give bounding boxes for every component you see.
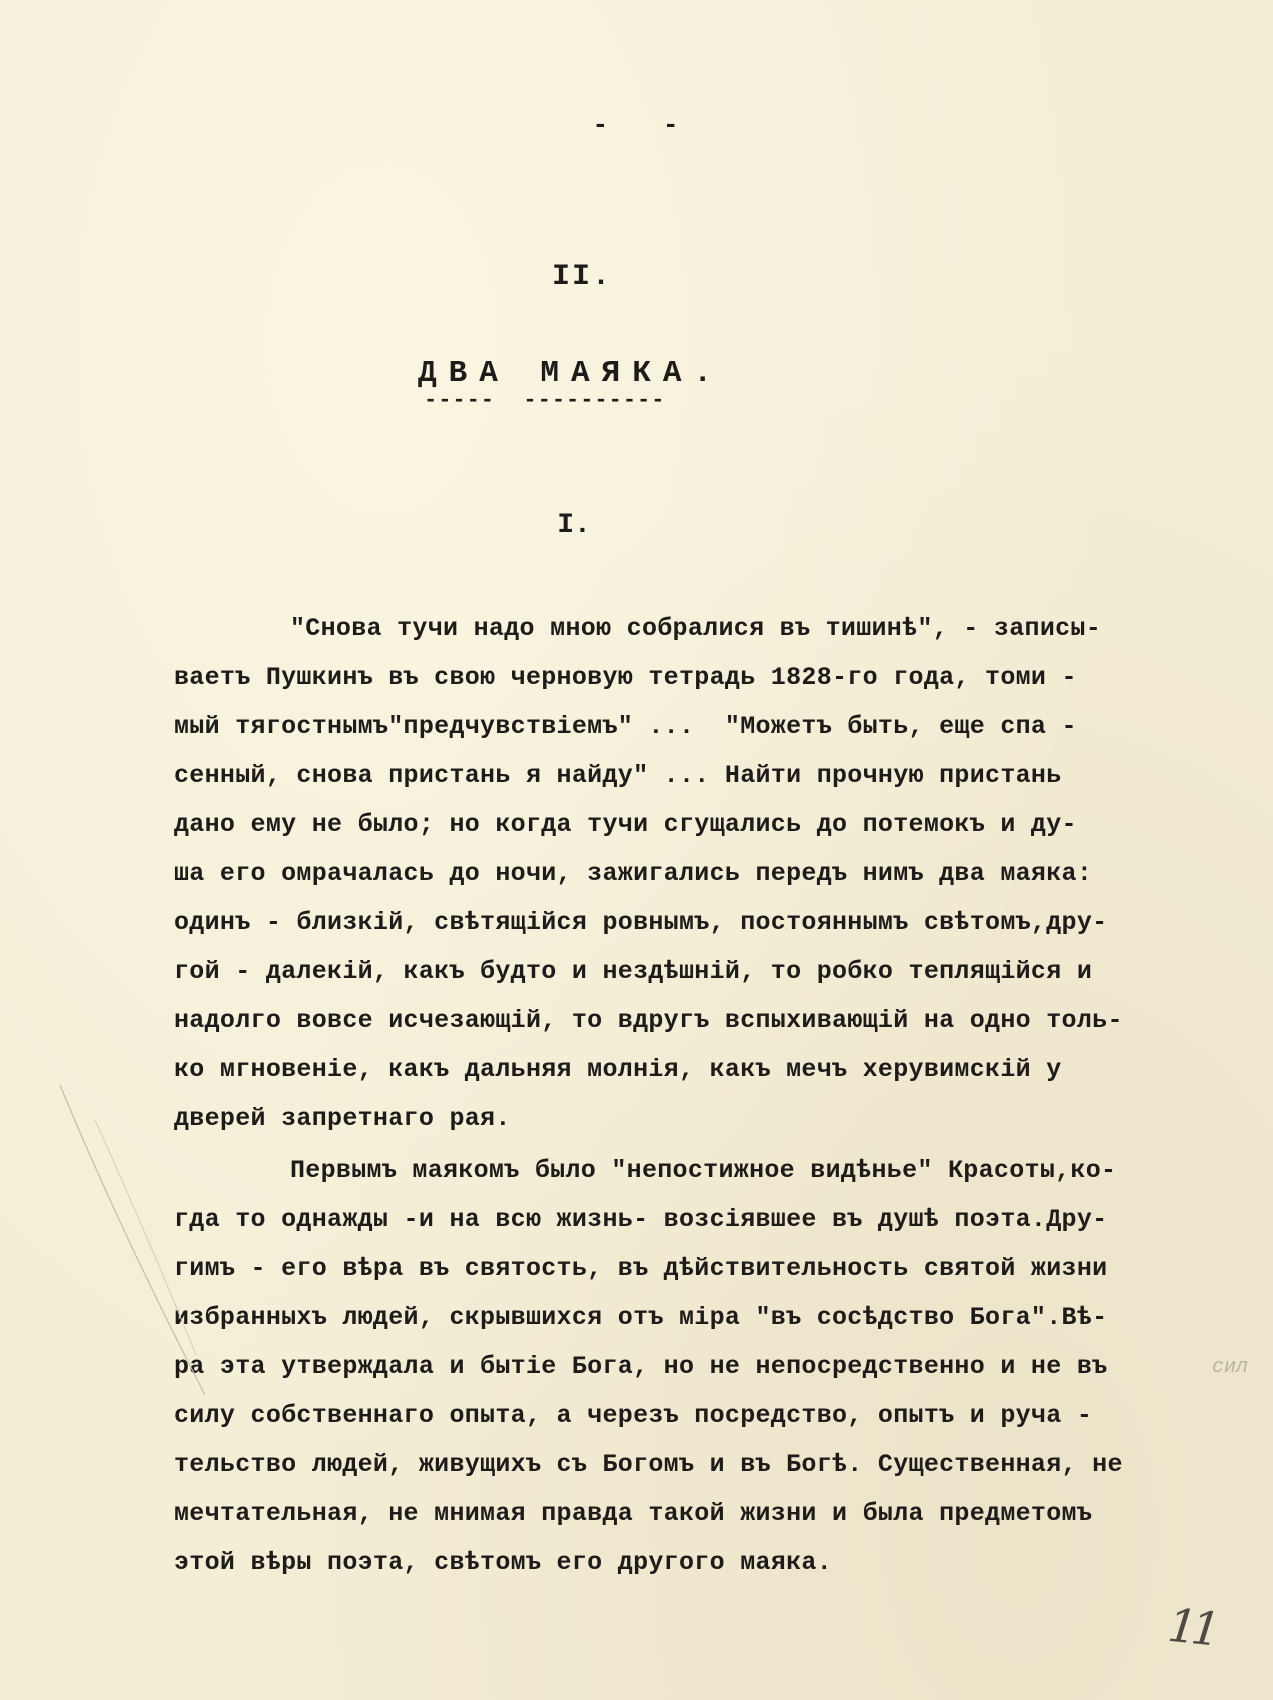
text-line: ваетъ Пушкинъ въ свою черновую тетрадь 1828-го года, томи -: [174, 663, 1077, 692]
text-line: мечтательная, не мнимая правда такой жизни и была предметомъ: [174, 1499, 1093, 1528]
margin-note: сил: [1212, 1356, 1249, 1379]
page-title: ДВА МАЯКА.: [418, 356, 725, 391]
text-line: тельство людей, живущихъ съ Богомъ и въ Богѣ. Существенная, не: [174, 1450, 1123, 1479]
text-line: избранныхъ людей, скрывшихся отъ міра "въ сосѣдство Бога".Вѣ-: [174, 1303, 1108, 1332]
text-line: ра эта утверждала и бытіе Бога, но не непосредственно и не въ: [174, 1352, 1108, 1381]
text-line: надолго вовсе исчезающій, то вдругъ вспыхивающій на одно толь-: [174, 1006, 1123, 1035]
top-dashes: - -: [592, 110, 681, 140]
text-line: "Снова тучи надо мною собралися въ тишинѣ", - записы-: [290, 614, 1102, 643]
title-underline: ----- ----------: [424, 388, 666, 413]
text-line: сенный, снова пристань я найду" ... Найти прочную пристань: [174, 761, 1062, 790]
text-line: ко мгновеніе, какъ дальняя молнія, какъ мечъ херувимскій у: [174, 1055, 1062, 1084]
paragraph-2: [174, 1146, 1234, 1587]
body-text: [174, 604, 1234, 1587]
text-line: ша его омрачалась до ночи, зажигались передъ нимъ два маяка:: [174, 859, 1093, 888]
text-line: гимъ - его вѣра въ святость, въ дѣйствительность святой жизни: [174, 1254, 1108, 1283]
text-line: дверей запретнаго рая.: [174, 1104, 511, 1133]
section-number: I.: [557, 510, 591, 541]
text-line: одинъ - близкій, свѣтящійся ровнымъ, постояннымъ свѣтомъ,дру-: [174, 908, 1108, 937]
text-line: гда то однажды -и на всю жизнь- возсіявшее въ душѣ поэта.Дру-: [174, 1205, 1108, 1234]
paragraph-1: [174, 604, 1234, 1143]
handwritten-page-number: 11: [1165, 1597, 1218, 1657]
text-line: гой - далекій, какъ будто и нездѣшній, то робко теплящійся и: [174, 957, 1093, 986]
text-line: этой вѣры поэта, свѣтомъ его другого маяка.: [174, 1548, 833, 1577]
text-line: Первымъ маякомъ было "непостижное видѣнье" Красоты,ко-: [290, 1156, 1117, 1185]
text-line: силу собственнаго опыта, а черезъ посредство, опытъ и руча -: [174, 1401, 1093, 1430]
text-line: мый тягостнымъ"предчувствіемъ" ... "Можетъ быть, еще спа -: [174, 712, 1077, 741]
chapter-number: II.: [551, 260, 612, 294]
text-line: дано ему не было; но когда тучи сгущались до потемокъ и ду-: [174, 810, 1077, 839]
